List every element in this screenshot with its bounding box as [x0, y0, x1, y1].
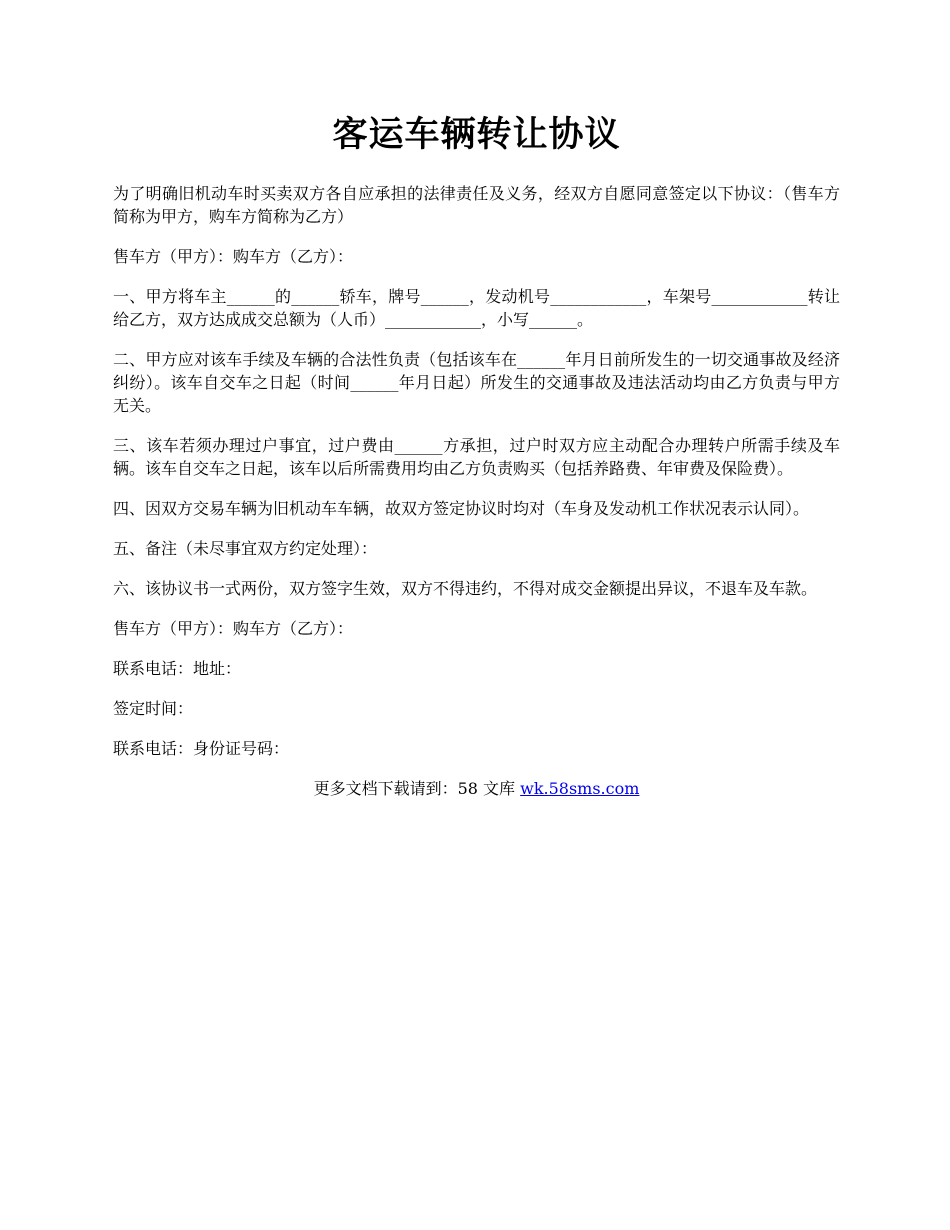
contact-address-line: 联系电话：地址：	[113, 659, 242, 678]
intro-paragraph: 为了明确旧机动车时买卖双方各自应承担的法律责任及义务，经双方自愿同意签定以下协议：（售车方简称为甲方，购车方简称为乙方）	[113, 184, 840, 226]
signature-parties-line: 售车方（甲方）：购车方（乙方）：	[113, 619, 354, 638]
contact-id-line: 联系电话：身份证号码：	[113, 739, 290, 758]
clause-4: 四、因双方交易车辆为旧机动车车辆，故双方签定协议时均对（车身及发动机工作状况表示认同）。	[113, 499, 810, 518]
clause-2: 二、甲方应对该车手续及车辆的合法性负责（包括该车在______年月日前所发生的一切交通事故及经济纠纷）。该车自交车之日起（时间______年月日起）所发生的交通事故及违法活动均由乙方负责与甲方无关。	[113, 350, 840, 415]
footer-text: 更多文档下载请到：58 文库	[313, 779, 521, 798]
parties-line: 售车方（甲方）：购车方（乙方）：	[113, 247, 354, 266]
clause-1: 一、甲方将车主______的______轿车，牌号______，发动机号____________，车架号____________转让给乙方，双方达成成交总额为（人币）____________，小写______。	[113, 287, 840, 329]
clause-6: 六、该协议书一式两份，双方签字生效，双方不得违约，不得对成交金额提出异议，不退车及车款。	[113, 579, 818, 598]
document-title: 客运车辆转让协议	[332, 114, 621, 155]
clause-5: 五、备注（未尽事宜双方约定处理）：	[113, 539, 378, 558]
document-page	[113, 110, 840, 800]
signing-date-line: 签定时间：	[113, 699, 194, 718]
footer-link[interactable]: wk.58sms.com	[520, 779, 640, 798]
clause-3: 三、该车若须办理过户事宜，过户费由______方承担，过户时双方应主动配合办理转户所需手续及车辆。该车自交车之日起，该车以后所需费用均由乙方负责购买（包括养路费、年审费及保险费）。	[113, 436, 840, 478]
download-footer	[113, 777, 840, 800]
